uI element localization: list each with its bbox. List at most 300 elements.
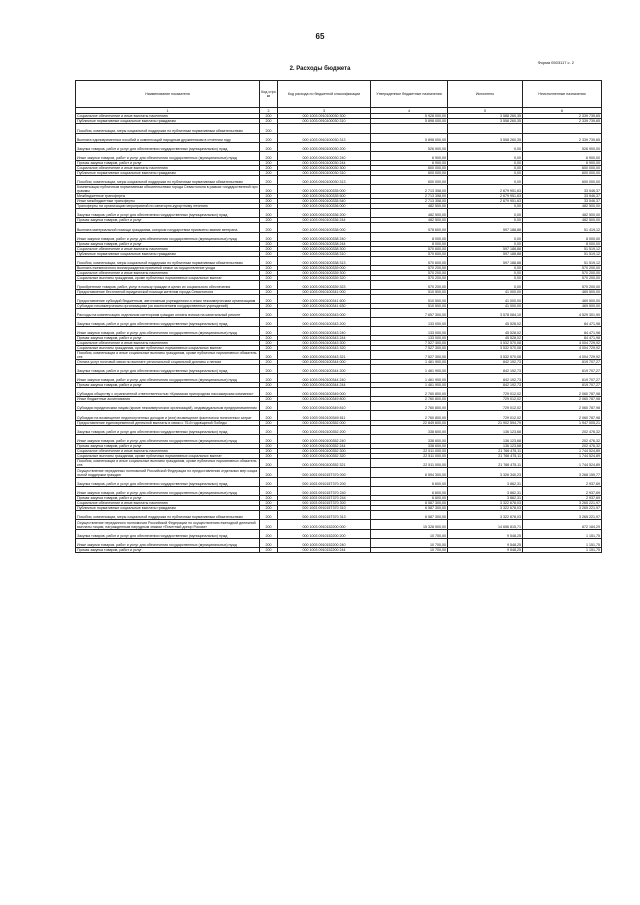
row-name-cell: Закупка товаров, работ и услуг для обеспечения государственных (муниципальных) нужд	[76, 365, 260, 374]
row-unexecuted-cell: 570 200,00	[523, 271, 602, 276]
row-name-cell: Прочая закупка товаров, работ и услуг	[76, 242, 260, 247]
row-name-cell: Закупка товаров, работ и услуг для обеспечения государственных (муниципальных) нужд	[76, 530, 260, 539]
row-name-cell: Прочая закупка товаров, работ и услуг	[76, 444, 260, 449]
row-class-code-cell: 000 1003 0910100030 313	[278, 134, 371, 143]
row-approved-cell: 510 500,00	[371, 295, 448, 304]
row-approved-cell: 7 527 300,00	[371, 341, 448, 346]
row-unexecuted-cell: 3 268 159,77	[523, 468, 602, 478]
row-approved-cell: 2 713 358,00	[371, 194, 448, 199]
table-row	[76, 176, 602, 185]
row-name-cell: Социальные выплаты гражданам, кроме публичных нормативных социальных выплат	[76, 276, 260, 281]
row-class-code-cell: 000 1003 0910152200 200	[278, 530, 371, 539]
row-class-code-cell: 000 1003 0910100339 323	[278, 281, 371, 290]
row-class-code-cell: 000 1003 0910100352 240	[278, 435, 371, 444]
row-unexecuted-cell: 2 339 739,65	[523, 119, 602, 124]
row-name-cell: Социальное обеспечение и иные выплаты населению	[76, 114, 260, 119]
row-executed-cell: 0,00	[448, 233, 523, 242]
row-approved-cell: 7 527 300,00	[371, 346, 448, 351]
row-unexecuted-cell: 2 937,69	[523, 496, 602, 501]
row-approved-cell: 510 500,00	[371, 290, 448, 295]
row-name-cell: Иные закупки товаров, работ и услуг для обеспечения государственных (муниципальных) нужд	[76, 374, 260, 383]
row-executed-cell: 3 578 084,10	[448, 309, 523, 318]
row-executed-cell: 3 588 260,35	[448, 114, 523, 119]
row-class-code-cell: 000 1003 0910100352 300	[278, 449, 371, 454]
row-approved-cell: 1 461 900,00	[371, 365, 448, 374]
row-class-code-cell: 000 1003 0910100341 000	[278, 290, 371, 295]
row-name-cell: Иные закупки товаров, работ и услуг для обеспечения государственных (муниципальных) нужд	[76, 152, 260, 161]
row-code-cell: 200	[260, 176, 278, 185]
row-code-cell: 200	[260, 242, 278, 247]
row-approved-cell: 570 200,00	[371, 271, 448, 276]
row-unexecuted-cell: 482 500,00	[523, 204, 602, 209]
row-executed-cell: 3 322 678,03	[448, 511, 523, 520]
row-name-cell: Социальные выплаты гражданам, кроме публичных нормативных социальных выплат	[76, 346, 260, 351]
table-row	[76, 257, 602, 266]
row-code-cell: 200	[260, 459, 278, 468]
row-code-cell: 200	[260, 374, 278, 383]
row-executed-cell: 842 192,73	[448, 365, 523, 374]
table-row	[76, 351, 602, 360]
row-code-cell: 200	[260, 327, 278, 336]
row-code-cell: 200	[260, 454, 278, 459]
row-executed-cell: 21 766 475,11	[448, 459, 523, 468]
row-unexecuted-cell: 482 500,00	[523, 218, 602, 223]
row-executed-cell: 45 528,02	[448, 336, 523, 341]
row-executed-cell	[448, 124, 523, 134]
row-executed-cell: 136 123,68	[448, 426, 523, 435]
table-row	[76, 435, 602, 444]
row-executed-cell: 41 000,00	[448, 304, 523, 309]
row-code-cell: 200	[260, 309, 278, 318]
row-class-code-cell: 000 1003 0910100344 200	[278, 365, 371, 374]
row-class-code-cell: 000 1003 0910100352 000	[278, 421, 371, 426]
table-row	[76, 388, 602, 397]
row-approved-cell: 600 000,00	[371, 171, 448, 176]
row-unexecuted-cell: 570 200,00	[523, 266, 602, 271]
row-executed-cell: 21 766 475,11	[448, 449, 523, 454]
page-number: 65	[315, 32, 325, 41]
row-name-cell: Пособия, компенсации, меры социальной поддержки по публичным нормативным обязательствам	[76, 124, 260, 134]
table-row	[76, 402, 602, 411]
row-unexecuted-cell: 3 265 221,97	[523, 501, 602, 506]
row-class-code-cell: 000 1003 0910100349 810	[278, 402, 371, 411]
row-name-cell: Публичные нормативные социальные выплаты гражданам	[76, 119, 260, 124]
row-unexecuted-cell	[523, 124, 602, 134]
row-code-cell: 200	[260, 388, 278, 397]
row-approved-cell: 10 700,00	[371, 539, 448, 548]
row-unexecuted-cell: 84 471,98	[523, 327, 602, 336]
row-approved-cell: 338 600,00	[371, 444, 448, 449]
row-class-code-cell: 000 1003 0910100343 320	[278, 346, 371, 351]
row-executed-cell: 2 679 951,63	[448, 199, 523, 204]
row-executed-cell: 45 528,02	[448, 318, 523, 327]
row-executed-cell: 21 766 475,11	[448, 454, 523, 459]
row-class-code-cell: 000 1003 0910100343 200	[278, 318, 371, 327]
row-name-cell: Пособия, компенсации и иные социальные выплаты гражданам, кроме публичных нормативных обязательств	[76, 351, 260, 360]
row-unexecuted-cell: 2 060 787,98	[523, 402, 602, 411]
row-executed-cell: 21 902 594,79	[448, 421, 523, 426]
row-class-code-cell: 000 1003 091015Т370 300	[278, 501, 371, 506]
row-executed-cell: 3 558 260,35	[448, 119, 523, 124]
row-approved-cell: 6 900,00	[371, 161, 448, 166]
row-class-code-cell: 000 1003 0910100343 244	[278, 336, 371, 341]
table-row	[76, 209, 602, 218]
row-executed-cell: 729 012,02	[448, 397, 523, 402]
row-approved-cell: 2 760 800,00	[371, 388, 448, 397]
row-code-cell: 200	[260, 218, 278, 223]
row-class-code-cell: 000 1003 0910100349 811	[278, 411, 371, 421]
row-executed-cell: 597 188,88	[448, 247, 523, 252]
row-code-cell: 200	[260, 346, 278, 351]
row-class-code-cell: 000 1003 0910100338 244	[278, 242, 371, 247]
row-code-cell: 200	[260, 341, 278, 346]
row-code-cell: 200	[260, 252, 278, 257]
row-class-code-cell: 000 1003 0910100343 300	[278, 341, 371, 346]
row-unexecuted-cell: 2 060 787,98	[523, 397, 602, 402]
row-approved-cell: 338 600,00	[371, 435, 448, 444]
row-code-cell: 200	[260, 397, 278, 402]
row-code-cell: 200	[260, 487, 278, 496]
row-code-cell: 200	[260, 506, 278, 511]
row-code-cell: 200	[260, 351, 278, 360]
row-code-cell: 200	[260, 511, 278, 520]
row-class-code-cell: 000 1003 0910100030 310	[278, 171, 371, 176]
row-approved-cell: 7 527 300,00	[371, 351, 448, 360]
row-approved-cell: 6 587 300,00	[371, 501, 448, 506]
row-name-cell: Субсидии на возмещение недополученных доходов и (или) возмещение фактически понесенных затрат	[76, 411, 260, 421]
row-code-cell: 200	[260, 257, 278, 266]
row-executed-cell: 3 326 340,23	[448, 468, 523, 478]
row-unexecuted-cell: 600 000,00	[523, 176, 602, 185]
row-executed-cell: 0,00	[448, 266, 523, 271]
row-unexecuted-cell: 570 200,00	[523, 276, 602, 281]
row-approved-cell: 2 760 800,00	[371, 402, 448, 411]
row-executed-cell: 3 862,31	[448, 496, 523, 501]
row-code-cell: 200	[260, 271, 278, 276]
row-approved-cell: 570 200,00	[371, 266, 448, 271]
row-code-cell: 200	[260, 204, 278, 209]
row-executed-cell: 3 558 260,35	[448, 134, 523, 143]
row-class-code-cell: 000 1003 091015Т370 240	[278, 487, 371, 496]
row-class-code-cell: 000 1003 0910100030 240	[278, 152, 371, 161]
row-executed-cell: 2 679 951,63	[448, 194, 523, 199]
row-name-cell: Оплата услуг почтовой связи по выплате региональной социальной доплаты к пенсии	[76, 360, 260, 365]
row-name-cell: Публичные нормативные социальные выплаты гражданам	[76, 506, 260, 511]
row-name-cell: Выплата ежемесячного вознаграждения приемной семье за осуществление ухода	[76, 266, 260, 271]
row-approved-cell: 570 200,00	[371, 276, 448, 281]
row-code-cell: 200	[260, 530, 278, 539]
row-class-code-cell: 000 1003 0910152200 244	[278, 548, 371, 553]
row-class-code-cell: 000 1003 091015Т370 310	[278, 506, 371, 511]
row-name-cell: Социальное обеспечение и иные выплаты населению	[76, 501, 260, 506]
row-name-cell: Прочая закупка товаров, работ и услуг	[76, 383, 260, 388]
row-name-cell: Субсидии некоммерческим организациям (за исключением государственных учреждений)	[76, 304, 260, 309]
row-executed-cell: 0,00	[448, 161, 523, 166]
row-approved-cell: 6 587 300,00	[371, 511, 448, 520]
row-class-code-cell: 000 1003 0910100352 321	[278, 459, 371, 468]
row-unexecuted-cell: 1 151,75	[523, 530, 602, 539]
row-executed-cell: 597 188,88	[448, 252, 523, 257]
row-name-cell: Социальное обеспечение и иные выплаты населению	[76, 166, 260, 171]
row-class-code-cell: 000 1003 0910100344 000	[278, 360, 371, 365]
row-name-cell: Иные закупки товаров, работ и услуг для обеспечения государственных (муниципальных) нужд	[76, 487, 260, 496]
row-code-cell: 200	[260, 124, 278, 134]
row-class-code-cell: 000 1003 0910100352 244	[278, 444, 371, 449]
row-class-code-cell: 000 1003 0910100349 000	[278, 388, 371, 397]
row-name-cell: Закупка товаров, работ и услуг для обеспечения государственных (муниципальных) нужд	[76, 209, 260, 218]
row-class-code-cell: 000 1003 0910100335 540	[278, 199, 371, 204]
row-class-code-cell: 000 1003 0910100338 240	[278, 233, 371, 242]
row-approved-cell: 133 000,00	[371, 336, 448, 341]
row-name-cell: Иные закупки товаров, работ и услуг для обеспечения государственных (муниципальных) нужд	[76, 233, 260, 242]
row-unexecuted-cell: 1 151,75	[523, 539, 602, 548]
row-class-code-cell: 000 1003 0910100339 320	[278, 276, 371, 281]
row-unexecuted-cell: 672 184,29	[523, 520, 602, 530]
row-code-cell: 200	[260, 247, 278, 252]
row-code-cell: 200	[260, 421, 278, 426]
table-row	[76, 223, 602, 233]
row-executed-cell: 0,00	[448, 218, 523, 223]
row-code-cell: 200	[260, 134, 278, 143]
row-approved-cell: 10 700,00	[371, 548, 448, 553]
row-code-cell: 200	[260, 336, 278, 341]
row-class-code-cell: 000 1003 0910100030 310	[278, 119, 371, 124]
row-unexecuted-cell: 202 476,32	[523, 444, 602, 449]
row-code-cell: 200	[260, 171, 278, 176]
row-unexecuted-cell: 1 947 005,21	[523, 421, 602, 426]
table-row	[76, 295, 602, 304]
row-class-code-cell: 000 1003 0910100335 500	[278, 194, 371, 199]
row-code-cell: 200	[260, 276, 278, 281]
row-code-cell: 200	[260, 468, 278, 478]
row-unexecuted-cell: 1 744 524,89	[523, 449, 602, 454]
row-code-cell: 200	[260, 548, 278, 553]
row-unexecuted-cell: 4 004 729,92	[523, 346, 602, 351]
row-name-cell: Публичные нормативные социальные выплаты гражданам	[76, 252, 260, 257]
header-classification-code: Код расхода по бюджетной классификации	[278, 81, 371, 108]
row-executed-cell: 0,00	[448, 276, 523, 281]
table-row	[76, 185, 602, 194]
row-class-code-cell: 000 1003 0910100344 244	[278, 383, 371, 388]
table-header-row	[76, 81, 602, 108]
row-executed-cell: 0,00	[448, 166, 523, 171]
row-class-code-cell: 000 1003 0910100344 240	[278, 374, 371, 383]
table-row	[76, 152, 602, 161]
row-unexecuted-cell: 2 060 787,98	[523, 411, 602, 421]
table-row	[76, 478, 602, 487]
row-class-code-cell: 000 1003 0910100030 313	[278, 176, 371, 185]
row-unexecuted-cell: 2 937,69	[523, 487, 602, 496]
row-class-code-cell: 000 1003 0910100336 000	[278, 204, 371, 209]
table-row	[76, 281, 602, 290]
row-approved-cell: 10 700,00	[371, 530, 448, 539]
row-name-cell: Прочая закупка товаров, работ и услуг	[76, 496, 260, 501]
row-approved-cell: 600 000,00	[371, 176, 448, 185]
row-executed-cell: 136 123,68	[448, 435, 523, 444]
form-code: Форма 0503117 с. 2	[537, 60, 574, 65]
row-class-code-cell: 000 1003 0910100030 244	[278, 161, 371, 166]
row-approved-cell: 600 000,00	[371, 166, 448, 171]
row-code-cell: 200	[260, 365, 278, 374]
row-class-code-cell: 000 1003 0910100339 300	[278, 271, 371, 276]
row-code-cell: 200	[260, 223, 278, 233]
row-executed-cell: 3 862,31	[448, 487, 523, 496]
row-code-cell: 200	[260, 444, 278, 449]
row-approved-cell: 2 713 358,00	[371, 185, 448, 194]
header-line-code: Код строки	[260, 81, 278, 108]
row-class-code-cell: 000 1003 091015Т370 000	[278, 468, 371, 478]
row-code-cell: 200	[260, 199, 278, 204]
row-approved-cell: 1 461 900,00	[371, 374, 448, 383]
sheet-title: 2. Расходы бюджета	[289, 66, 351, 72]
row-name-cell: Предоставление субсидий бюджетным, автономным учреждениям и иным некоммерческим организациям	[76, 295, 260, 304]
row-class-code-cell: 000 1003 091015Т370 313	[278, 511, 371, 520]
row-code-cell: 200	[260, 402, 278, 411]
index-cell: 3	[278, 108, 371, 114]
row-code-cell: 200	[260, 539, 278, 548]
row-code-cell: 200	[260, 119, 278, 124]
row-unexecuted-cell: 3 265 221,97	[523, 511, 602, 520]
row-executed-cell: 729 012,02	[448, 388, 523, 397]
row-executed-cell: 2 679 951,63	[448, 185, 523, 194]
table-row	[76, 411, 602, 421]
row-name-cell: Субсидии юридическим лицам (кроме некоммерческих организаций), индивидуальным предпринимателям	[76, 402, 260, 411]
row-approved-cell: 6 594 300,00	[371, 468, 448, 478]
row-approved-cell: 482 500,00	[371, 209, 448, 218]
row-class-code-cell: 000 1003 0910100343 000	[278, 309, 371, 318]
row-unexecuted-cell: 51 519,12	[523, 247, 602, 252]
row-name-cell: Закупка товаров, работ и услуг для обеспечения государственных (муниципальных) нужд	[76, 478, 260, 487]
row-approved-cell: 8 000,00	[371, 242, 448, 247]
row-unexecuted-cell: 84 471,98	[523, 318, 602, 327]
row-class-code-cell: 000 1003 0910100352 320	[278, 454, 371, 459]
row-unexecuted-cell: 619 707,27	[523, 374, 602, 383]
row-code-cell: 200	[260, 411, 278, 421]
table-row	[76, 134, 602, 143]
row-approved-cell: 133 000,00	[371, 327, 448, 336]
row-code-cell: 200	[260, 290, 278, 295]
table-row	[76, 365, 602, 374]
table-row	[76, 511, 602, 520]
row-unexecuted-cell: 8 000,00	[523, 233, 602, 242]
row-approved-cell: 6 600,00	[371, 478, 448, 487]
row-class-code-cell: 000 1003 0910100343 240	[278, 327, 371, 336]
row-executed-cell: 41 000,00	[448, 290, 523, 295]
row-code-cell: 200	[260, 152, 278, 161]
row-approved-cell: 22 511 000,00	[371, 459, 448, 468]
row-executed-cell: 842 192,73	[448, 383, 523, 388]
row-name-cell: Публичные нормативные социальные выплаты гражданам	[76, 171, 260, 176]
row-executed-cell: 14 656 815,71	[448, 520, 523, 530]
row-name-cell: Предоставление единовременной денежной выплаты в связи с 75-й годовщиной Победы	[76, 421, 260, 426]
row-executed-cell: 0,00	[448, 171, 523, 176]
row-executed-cell: 136 123,68	[448, 444, 523, 449]
row-name-cell: Предоставление бесплатной юридической помощи жителям города Севастополя	[76, 290, 260, 295]
index-cell: 6	[523, 108, 602, 114]
row-name-cell: Трансферты на организацию мероприятий по санаторно-курортному лечению	[76, 204, 260, 209]
row-unexecuted-cell: 600 000,00	[523, 166, 602, 171]
row-class-code-cell: 000 1003 0910100339 000	[278, 266, 371, 271]
table-row	[76, 318, 602, 327]
row-class-code-cell: 000 1003 0910100030 300	[278, 166, 371, 171]
row-approved-cell: 6 587 300,00	[371, 506, 448, 511]
row-name-cell: Иные закупки товаров, работ и услуг для обеспечения государственных (муниципальных) нужд	[76, 435, 260, 444]
row-class-code-cell: 000 1003 0910100338 000	[278, 223, 371, 233]
row-name-cell: Выплата материальной помощи гражданам, которым государством присвоено звание ветерана	[76, 223, 260, 233]
row-executed-cell: 45 528,02	[448, 327, 523, 336]
row-name-cell: Закупка товаров, работ и услуг для обеспечения государственных (муниципальных) нужд	[76, 426, 260, 435]
table-row	[76, 327, 602, 336]
row-code-cell: 200	[260, 496, 278, 501]
row-unexecuted-cell: 469 500,00	[523, 304, 602, 309]
row-code-cell: 200	[260, 143, 278, 152]
row-approved-cell: 2 760 800,00	[371, 411, 448, 421]
row-unexecuted-cell: 619 707,27	[523, 383, 602, 388]
row-code-cell: 200	[260, 166, 278, 171]
row-approved-cell: 482 500,00	[371, 218, 448, 223]
row-name-cell: Закупка товаров, работ и услуг для обеспечения государственных (муниципальных) нужд	[76, 318, 260, 327]
row-code-cell: 200	[260, 281, 278, 290]
row-unexecuted-cell: 2 339 739,65	[523, 114, 602, 119]
row-name-cell: Выплата единовременных пособий и компенсаций народным дружинникам в отчетном году	[76, 134, 260, 143]
row-unexecuted-cell: 2 339 739,65	[523, 134, 602, 143]
row-executed-cell: 3 322 678,03	[448, 506, 523, 511]
row-code-cell: 200	[260, 520, 278, 530]
index-cell: 5	[448, 108, 523, 114]
row-name-cell: Иные закупки товаров, работ и услуг для обеспечения государственных (муниципальных) нужд	[76, 539, 260, 548]
row-unexecuted-cell: 2 937,69	[523, 478, 602, 487]
row-approved-cell: 510 500,00	[371, 304, 448, 309]
row-unexecuted-cell: 202 476,32	[523, 435, 602, 444]
row-class-code-cell: 000 1003 0910100338 313	[278, 257, 371, 266]
row-name-cell: Прочая закупка товаров, работ и услуг	[76, 218, 260, 223]
row-approved-cell: 570 600,00	[371, 257, 448, 266]
row-executed-cell: 3 862,31	[448, 478, 523, 487]
row-executed-cell: 0,00	[448, 152, 523, 161]
row-class-code-cell: 000 1003 0910100352 200	[278, 426, 371, 435]
row-code-cell: 200	[260, 383, 278, 388]
row-code-cell: 200	[260, 318, 278, 327]
header-unexecuted: Неисполненные назначения	[523, 81, 602, 108]
row-name-cell: Социальное обеспечение и иные выплаты населению	[76, 247, 260, 252]
row-approved-cell: 15 328 900,00	[371, 520, 448, 530]
row-unexecuted-cell: 1 744 524,89	[523, 454, 602, 459]
row-approved-cell: 22 511 000,00	[371, 449, 448, 454]
row-code-cell: 200	[260, 114, 278, 119]
row-code-cell: 200	[260, 304, 278, 309]
row-class-code-cell: 000 1003 0910100336 244	[278, 218, 371, 223]
row-code-cell: 200	[260, 435, 278, 444]
table-row	[76, 374, 602, 383]
row-executed-cell: 41 000,00	[448, 295, 523, 304]
row-executed-cell: 729 012,02	[448, 411, 523, 421]
row-unexecuted-cell: 4 004 729,92	[523, 341, 602, 346]
row-approved-cell: 1 461 900,00	[371, 360, 448, 365]
row-class-code-cell: 000 1003 0910100341 630	[278, 304, 371, 309]
row-unexecuted-cell: 84 471,98	[523, 336, 602, 341]
row-approved-cell: 5 898 000,00	[371, 134, 448, 143]
row-class-code-cell: 000 1003 0910100349 800	[278, 397, 371, 402]
row-executed-cell: 3 532 570,08	[448, 341, 523, 346]
row-approved-cell: 338 600,00	[371, 426, 448, 435]
row-unexecuted-cell: 33 546,37	[523, 185, 602, 194]
row-approved-cell: 570 600,00	[371, 252, 448, 257]
table-row	[76, 233, 602, 242]
row-name-cell: Осуществление переданных полномочий Российской Федерации по предоставлению отдельных мер социальной поддержки граждан	[76, 468, 260, 478]
row-unexecuted-cell: 33 546,37	[523, 194, 602, 199]
row-code-cell: 200	[260, 194, 278, 199]
row-name-cell: Компенсации публичным нормативным обязательствам города Севастополя в рамках государственной программы	[77, 185, 258, 193]
